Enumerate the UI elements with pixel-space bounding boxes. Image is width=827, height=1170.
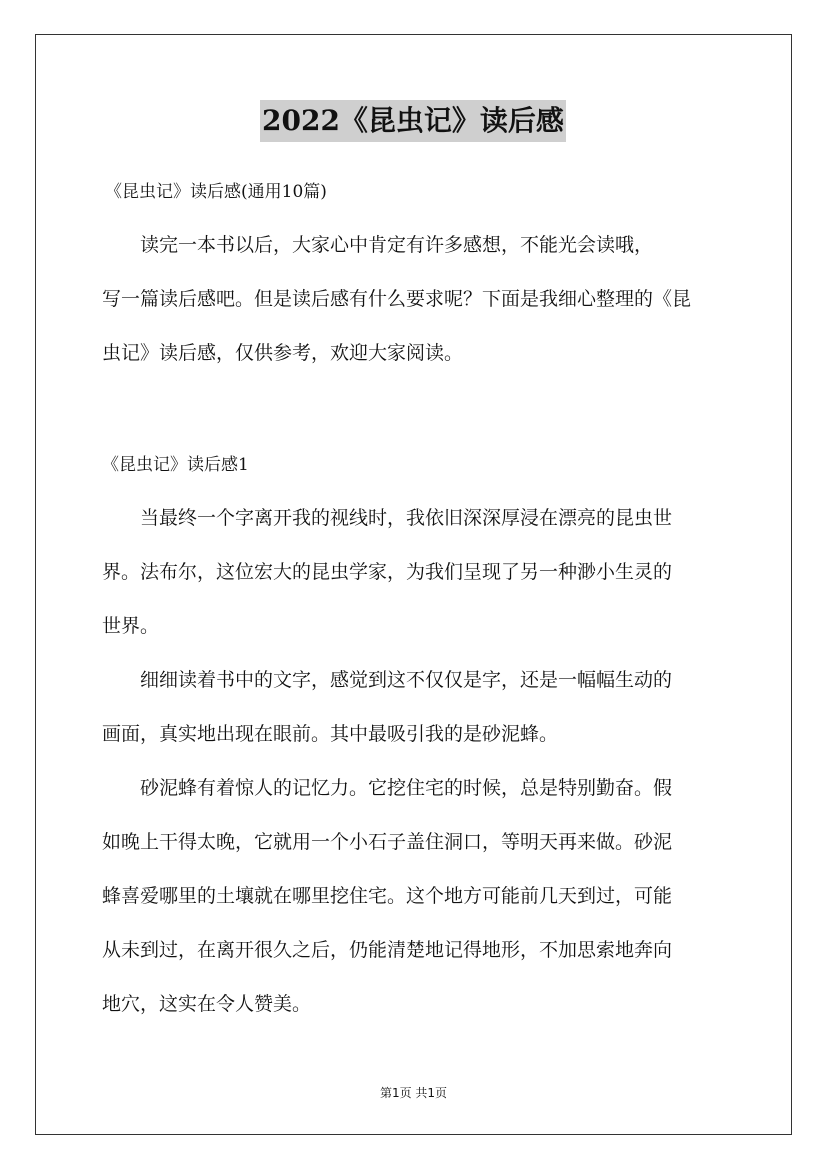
- para1-line-3: 世界。: [102, 615, 160, 637]
- paragraph-2: [102, 653, 727, 761]
- intro-paragraph: [102, 218, 727, 380]
- document-subtitle: 《昆虫记》读后感(通用10篇): [105, 182, 327, 202]
- para3-line-1: 砂泥蜂有着惊人的记忆力。它挖住宅的时候，总是特别勤奋。假: [102, 777, 673, 799]
- section-heading: 《昆虫记》读后感1: [102, 455, 249, 475]
- para2-line-2: 画面，真实地出现在眼前。其中最吸引我的是砂泥蜂。: [102, 723, 559, 745]
- para1-line-2: 界。法布尔，这位宏大的昆虫学家，为我们呈现了另一种渺小生灵的: [102, 561, 673, 583]
- para3-line-2: 如晚上干得太晚，它就用一个小石子盖住洞口，等明天再来做。砂泥: [102, 831, 673, 853]
- paragraph-3: [102, 761, 727, 1031]
- para3-line-5: 地穴，这实在令人赞美。: [102, 993, 312, 1015]
- para2-line-1: 细细读着书中的文字，感觉到这不仅仅是字，还是一幅幅生动的: [102, 669, 673, 691]
- para3-line-3: 蜂喜爱哪里的土壤就在哪里挖住宅。这个地方可能前几天到过，可能: [102, 885, 673, 907]
- paragraph-1: [102, 491, 727, 653]
- para3-line-4: 从未到过，在离开很久之后，仍能清楚地记得地形，不加思索地奔向: [102, 939, 673, 961]
- intro-line-1: 读完一本书以后，大家心中肯定有许多感想，不能光会读哦，: [102, 234, 654, 256]
- document-title: 2022《昆虫记》读后感: [260, 100, 566, 142]
- page-footer: 第1页 共1页: [379, 1086, 448, 1100]
- intro-line-3: 虫记》读后感，仅供参考，欢迎大家阅读。: [102, 342, 464, 364]
- intro-line-2: 写一篇读后感吧。但是读后感有什么要求呢？下面是我细心整理的《昆: [102, 288, 692, 310]
- para1-line-1: 当最终一个字离开我的视线时，我依旧深深厚浸在漂亮的昆虫世: [102, 507, 673, 529]
